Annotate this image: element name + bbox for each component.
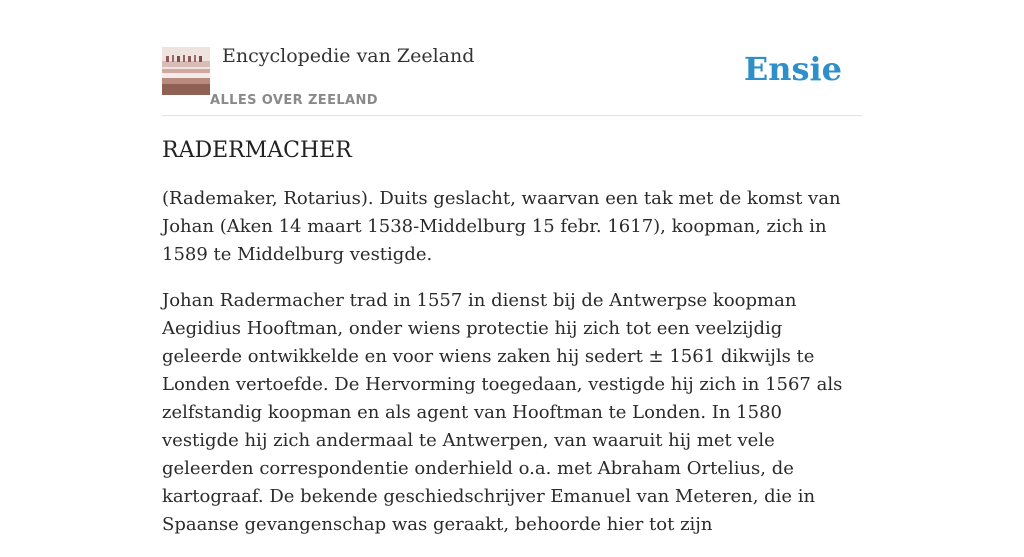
site-header	[162, 0, 862, 116]
article-title: RADERMACHER	[162, 138, 352, 163]
article	[162, 138, 862, 557]
site-logo-avatar[interactable]	[162, 47, 210, 95]
article-paragraph: (Rademaker, Rotarius). Duits geslacht, waarvan een tak met de komst van Johan (Aken 14 maart 1538-Middelburg 15 febr. 1617), koopman, zich in 1589 te Middelburg vestigde.	[162, 188, 841, 265]
site-title[interactable]: Encyclopedie van Zeeland	[222, 45, 475, 67]
ensie-brand-link[interactable]: Ensie	[743, 50, 842, 88]
book-image-icon	[162, 47, 210, 95]
article-paragraph: Johan Radermacher trad in 1557 in dienst bij de Antwerpse koopman Aegidius Hooftman, onder wiens protectie hij zich tot een veelzijdig geleerde ontwikkelde en voor wiens zaken hij sedert ± 1561 dikwijls te Londen vertoefde. De Hervorming toegedaan, vestigde hij zich in 1567 als zelfstandig koopman en als agent van Hooftman te Londen. In 1580 vestigde hij zich andermaal te Antwerpen, van waaruit hij met vele geleerden correspondentie onderhield o.a. met Abraham Ortelius, de kartograaf. De bekende geschiedschrijver Emanuel van Meteren, die in Spaanse gevangenschap was geraakt, behoorde hier tot zijn	[162, 290, 843, 535]
site-subtitle: ALLES OVER ZEELAND	[210, 93, 378, 108]
